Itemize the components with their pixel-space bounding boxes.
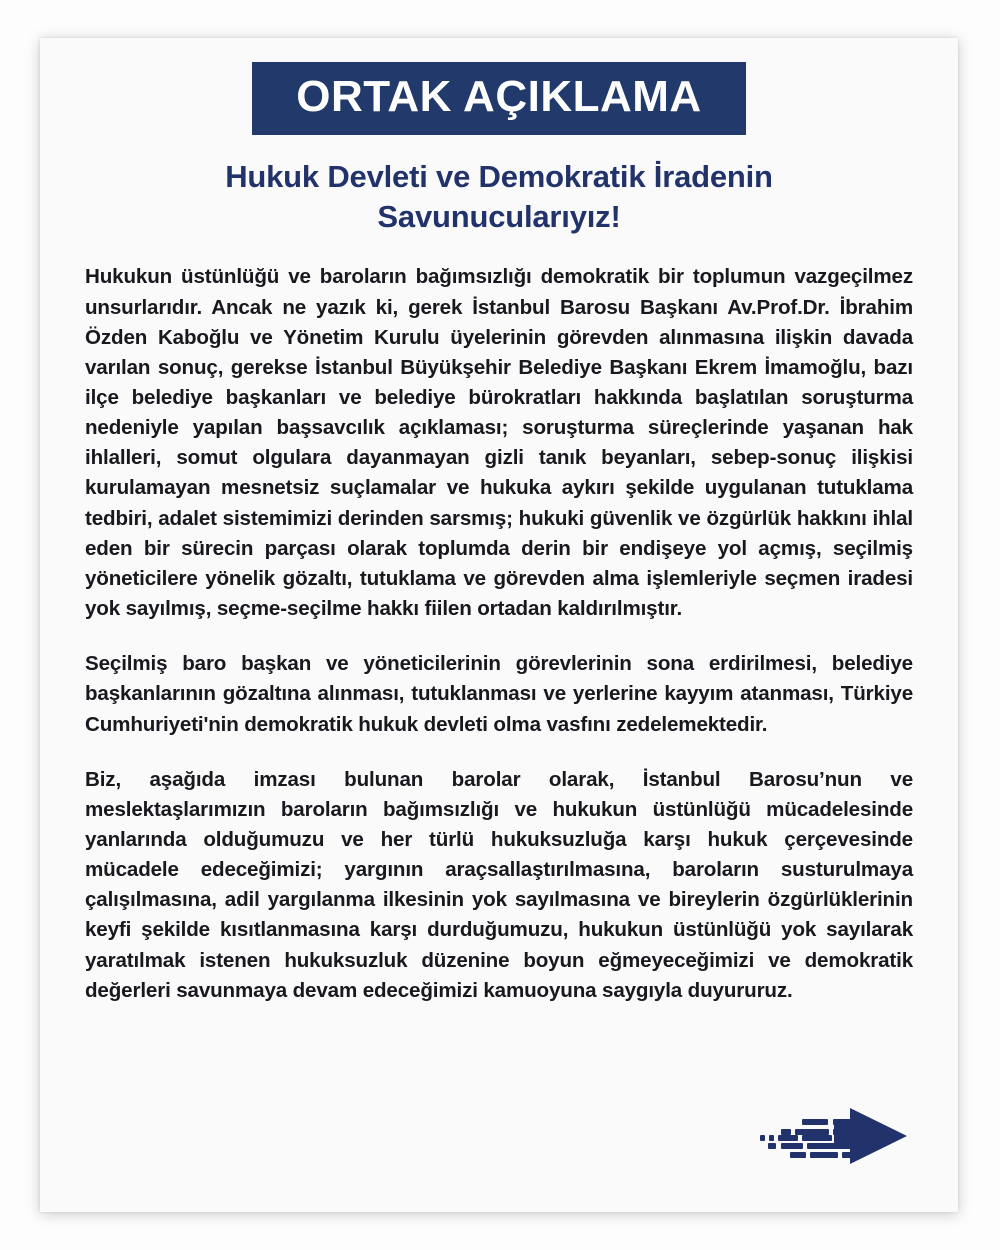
header-banner [252,62,745,135]
statement-card [40,38,958,1212]
banner-row [40,38,958,135]
paragraph-3: Biz, aşağıda imzası bulunan barolar olarak, İstanbul Barosu’nun ve meslektaşlarımızın baroların bağımsızlığı ve hukukun üstünlüğü mücadelesinde yanlarında olduğumuzu ve her türlü hukuksuzluğa karşı hukuk çerçevesinde mücadele edeceğimizi; yargının araçsallaştırılmasına, baroların susturulmaya çalışılmasına, adil yargılanma ilkesinin yok sayılmasına ve bireylerin özgürlüklerinin keyfi şekilde kısıtlanmasına karşı durduğumuzu, hukukun üstünlüğü yok sayılarak yaratılmak istenen hukuksuzluk düzenine boyun eğmeyeceğimizi ve demokratik değerleri savunmaya devam edeceğimizi kamuoyuna saygıyla duyururuz. [85,767,913,1002]
paragraph-2: Seçilmiş baro başkan ve yöneticilerinin görevlerinin sona erdirilmesi, belediye başkanlarının gözaltına alınması, tutuklanması ve yerlerine kayyım atanması, Türkiye Cumhuriyeti'nin demokratik hukuk devleti olma vasfını zedelemektedir. [85,652,913,736]
right-arrow-motion-icon [742,1098,912,1174]
statement-body [85,262,913,1006]
page-subtitle: Hukuk Devleti ve Demokratik İradenin Savunucularıyız! [225,159,773,234]
banner-title: ORTAK AÇIKLAMA [296,72,702,121]
paragraph-1: Hukukun üstünlüğü ve baroların bağımsızlığı demokratik bir toplumun vazgeçilmez unsurlarıdır. Ancak ne yazık ki, gerek İstanbul Barosu Başkanı Av.Prof.Dr. İbrahim Özden Kaboğlu ve Yönetim Kurulu üyelerinin görevden alınmasına ilişkin davada varılan sonuç, gerekse İstanbul Büyükşehir Belediye Başkanı Ekrem İmamoğlu, bazı ilçe belediye başkanları ve belediye bürokratları hakkında başlatılan soruşturma nedeniyle yapılan başsavcılık açıklaması; soruşturma süreçlerinde yaşanan hak ihlalleri, somut olgulara dayanmayan gizli tanık beyanları, sebep-sonuç ilişkisi kurulamayan mesnetsiz suçlamalar ve hukuka aykırı şekilde uygulanan tutuklama tedbiri, adalet sistemimizi derinden sarsmış; hukuki güvenlik ve özgürlük hakkını ihlal eden bir sürecin parçası olarak toplumda derin bir endişeye yol açmış, seçilmiş yöneticilere yönelik gözaltı, tutuklama ve görevden alma işlemleriyle seçmen iradesi yok sayılmış, seçme-seçilme hakkı fiilen ortadan kaldırılmıştır. [85,265,913,621]
